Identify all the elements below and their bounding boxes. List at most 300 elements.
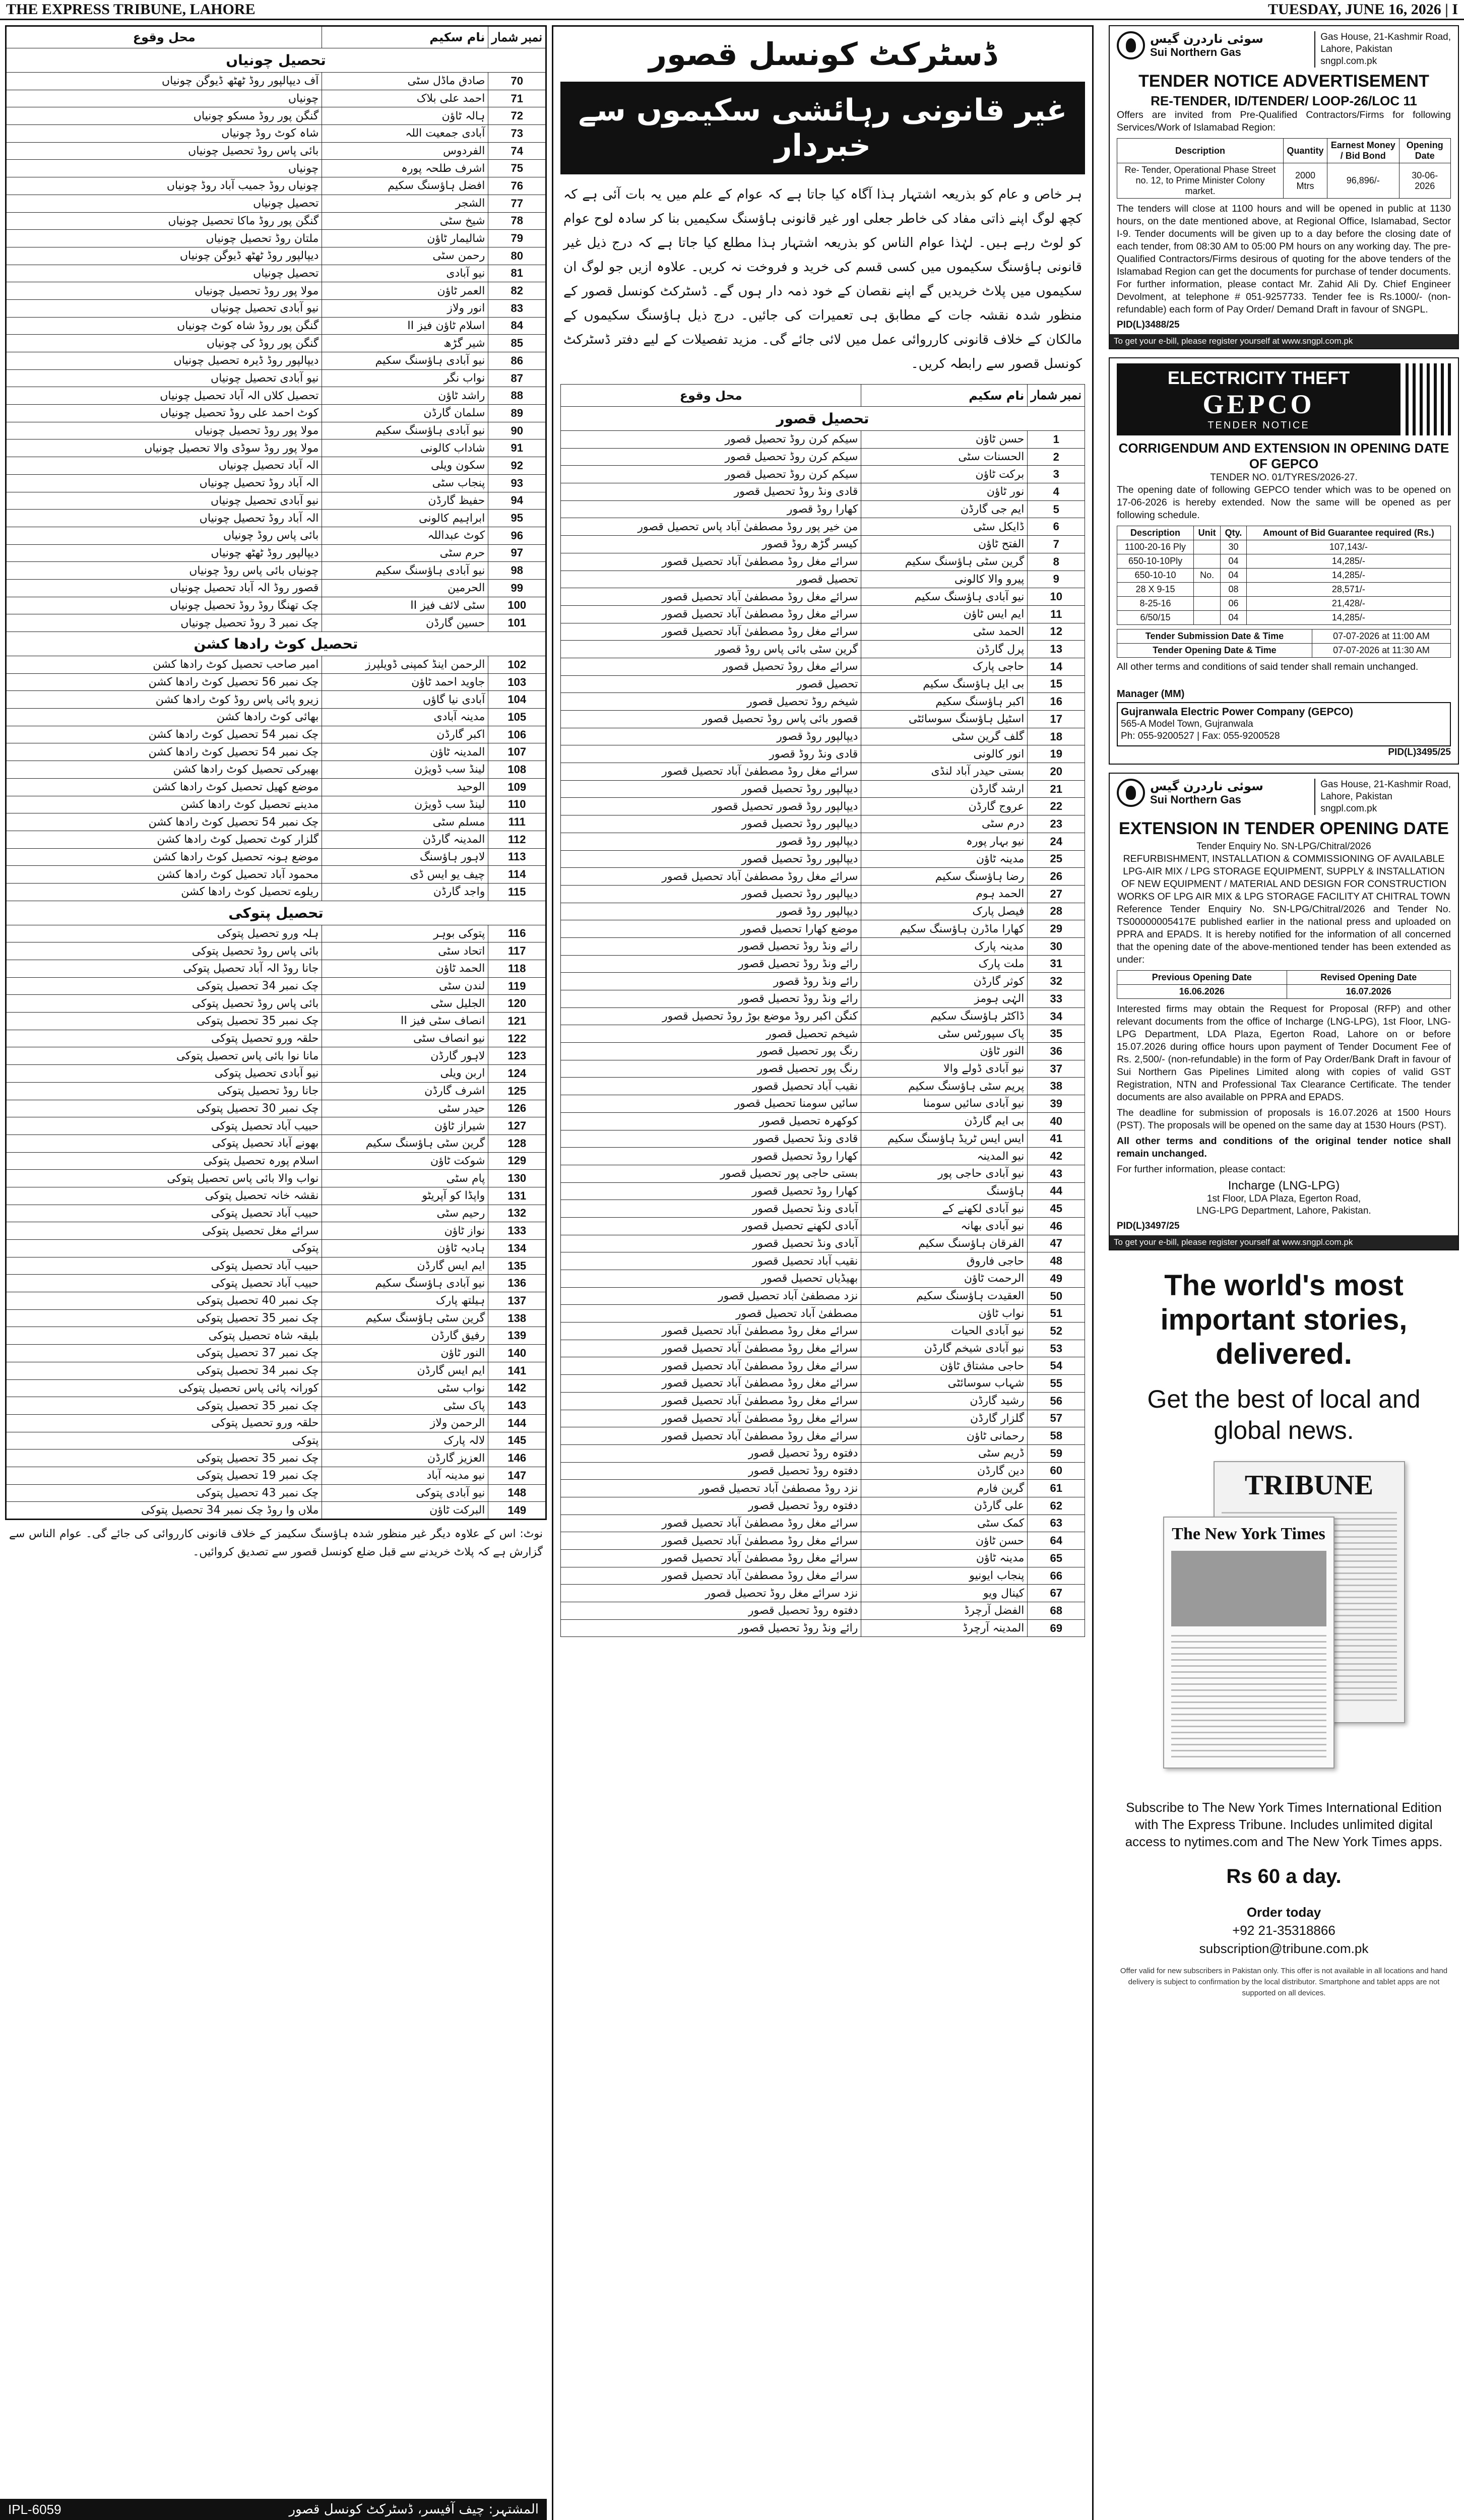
cell-scheme-name: مدینہ آبادی (322, 709, 488, 726)
cell-scheme-name: لاہور گارڈن (322, 1047, 488, 1065)
cell-location: سرائے مغل روڈ مصطفیٰ آباد تحصیل قصور (561, 623, 861, 641)
gepco-tagline: TENDER NOTICE (1207, 420, 1310, 431)
gepco-cell: 6/50/15 (1117, 611, 1194, 625)
table-row (6, 107, 546, 125)
section-title: تحصیل قصور (561, 407, 1085, 431)
table-row (6, 866, 546, 884)
cell-location: دیپالپور روڈ قصور (561, 903, 861, 920)
cell-scheme-name: حفیظ گارڈن (322, 492, 488, 510)
table-row (561, 798, 1085, 815)
cell-scheme-name: گرین سٹی ہاؤسنگ سکیم (861, 553, 1028, 571)
cell-serial: 30 (1028, 937, 1085, 955)
cell-serial: 118 (488, 960, 546, 978)
cell-scheme-name: رفیق گارڈن (322, 1327, 488, 1345)
cell-scheme-name: النور ٹاؤن (861, 1043, 1028, 1060)
cell-serial: 47 (1028, 1235, 1085, 1252)
contact-address: LNG-LPG Department, Lahore, Pakistan. (1196, 1206, 1371, 1216)
cell-serial: 120 (488, 995, 546, 1013)
table-row (6, 562, 546, 580)
table-row (6, 177, 546, 195)
cell-serial: 96 (488, 527, 546, 544)
cell-location: کھارا روڈ تحصیل قصور (561, 1148, 861, 1165)
cell-scheme-name: نیو آبادی ہاؤسنگ سکیم (322, 1275, 488, 1292)
cell-serial: 119 (488, 977, 546, 995)
notice-org: ڈسٹرکٹ کونسل قصور (649, 36, 997, 73)
table-row (561, 1235, 1085, 1252)
cell-location: سرائے مغل روڈ مصطفیٰ آباد تحصیل قصور (561, 763, 861, 781)
cell-location: چک نمبر 40 تحصیل پتوکی (6, 1292, 322, 1310)
table-row (6, 474, 546, 492)
cell-serial: 136 (488, 1275, 546, 1292)
cell-scheme-name: پرل گارڈن (861, 641, 1028, 658)
cell-scheme-name: نیو المدینہ (861, 1148, 1028, 1165)
cell-serial: 46 (1028, 1217, 1085, 1235)
table-body (6, 48, 546, 1520)
cell-scheme-name: چیف یو ایس ڈی (322, 866, 488, 884)
table-row (561, 1200, 1085, 1218)
table-row (561, 1217, 1085, 1235)
cell-serial: 51 (1028, 1305, 1085, 1322)
cell-serial: 39 (1028, 1095, 1085, 1113)
cell-scheme-name: المدینہ آرچرڈ (861, 1619, 1028, 1637)
cell-location: چک نمبر 43 تحصیل پتوکی (6, 1484, 322, 1502)
table-row (6, 1205, 546, 1222)
cell-serial: 101 (488, 614, 546, 632)
cell-location: بستی حاجی پور تحصیل قصور (561, 1165, 861, 1182)
table-row (561, 990, 1085, 1008)
col-description: Description (1117, 526, 1194, 540)
submission-label: Tender Submission Date & Time (1117, 629, 1312, 644)
cell-opening-date: 30-06-2026 (1399, 163, 1450, 199)
gepco-body: The opening date of following GEPCO tender which was to be opened on 17-06-2026 is hereby extended. Now the same will be opened as per following schedule. (1117, 484, 1451, 521)
table-row (1117, 611, 1451, 625)
cell-location: من خیر پور روڈ مصطفیٰ آباد پاس تحصیل قصور (561, 518, 861, 536)
cell-serial: 55 (1028, 1375, 1085, 1393)
ad-title: EXTENSION IN TENDER OPENING DATE (1119, 819, 1449, 838)
cell-location: چک تھنگا روڈ روڈ تحصیل چونیاں (6, 597, 322, 614)
cell-location: چک نمبر 35 تحصیل پتوکی (6, 1397, 322, 1415)
table-row (6, 1187, 546, 1205)
cell-scheme-name: حاجی پارک (861, 658, 1028, 675)
cell-location: بلیقہ شاہ تحصیل پتوکی (6, 1327, 322, 1345)
cell-location: آف دیپالپور روڈ ٹھٹھ ڈیوگن چونیاں (6, 73, 322, 90)
gepco-manager: Manager (MM) (1117, 688, 1185, 700)
table-row (6, 230, 546, 247)
footer-signer: المشتہر: چیف آفیسر، ڈسٹرکٹ کونسل قصور (289, 2502, 539, 2517)
table-row (6, 317, 546, 335)
cell-serial: 5 (1028, 500, 1085, 518)
cell-serial: 33 (1028, 990, 1085, 1008)
gepco-cell: 30 (1221, 540, 1247, 554)
table-row (6, 1292, 546, 1310)
table-row (561, 1532, 1085, 1550)
cell-scheme-name: الحرمین (322, 579, 488, 597)
cell-location: چک نمبر 54 تحصیل کوٹ رادھا کشن (6, 726, 322, 743)
ad-pid: PID(L)3488/25 (1117, 320, 1180, 330)
section-title: تحصیل پتوکی (6, 901, 546, 925)
cell-serial: 41 (1028, 1130, 1085, 1148)
masthead (0, 0, 1464, 20)
cell-location: مولا پور روڈ تحصیل چونیاں (6, 422, 322, 439)
cell-serial: 102 (488, 656, 546, 674)
cell-location: تحصیل چونیاں (6, 195, 322, 212)
cell-scheme-name: واجد گارڈن (322, 883, 488, 901)
cell-scheme-name: لینڈ سب ڈویژن (322, 761, 488, 779)
sngpl-name: Sui Northern Gas (1150, 793, 1241, 806)
table-row (6, 247, 546, 265)
cell-scheme-name: دین گارڈن (861, 1462, 1028, 1480)
cell-location: ملتان روڈ تحصیل چونیاں (6, 230, 322, 247)
cell-scheme-name: گرین سٹی ہاؤسنگ سکیم (322, 1309, 488, 1327)
cell-scheme-name: الہٰی ہومز (861, 990, 1028, 1008)
table-row (561, 1392, 1085, 1410)
cell-location: نیو آبادی تحصیل چونیاں (6, 299, 322, 317)
table-row (6, 1170, 546, 1187)
table-row (6, 1362, 546, 1379)
cell-scheme-name: نیو آبادی پتوکی (322, 1484, 488, 1502)
table-row (561, 937, 1085, 955)
gepco-cell: 04 (1221, 569, 1247, 583)
gepco-pid: PID(L)3495/25 (1388, 747, 1451, 758)
cell-serial: 44 (1028, 1182, 1085, 1200)
cell-location: تحصیل کلاں الہ آباد تحصیل چونیاں (6, 387, 322, 405)
masthead-paper: THE EXPRESS TRIBUNE, LAHORE (6, 1, 256, 18)
cell-location: جانا روڈ تحصیل پتوکی (6, 1082, 322, 1100)
contact-name: Incharge (LNG-LPG) (1228, 1179, 1340, 1192)
cell-serial: 89 (488, 405, 546, 422)
cell-serial: 27 (1028, 885, 1085, 903)
cell-scheme-name: مدینہ پارک (861, 937, 1028, 955)
cell-serial: 77 (488, 195, 546, 212)
sngpl-tender-ad (1109, 25, 1459, 349)
table-header-row (561, 385, 1085, 407)
cell-scheme-name: ہاؤسنگ (861, 1182, 1028, 1200)
cell-serial: 86 (488, 352, 546, 370)
cell-location: آبادی لکھنے تحصیل قصور (561, 1217, 861, 1235)
cell-location: سرائے مغل روڈ مصطفیٰ آباد تحصیل قصور (561, 1340, 861, 1357)
table-row (561, 1060, 1085, 1078)
cell-location: شیخم روڈ تحصیل قصور (561, 693, 861, 711)
electric-pole-icon (1406, 363, 1451, 435)
col-bid-guarantee: Amount of Bid Guarantee required (Rs.) (1246, 526, 1450, 540)
cell-serial: 78 (488, 212, 546, 230)
cell-location: نواب والا بائی پاس تحصیل پتوکی (6, 1170, 322, 1187)
table-row (561, 448, 1085, 466)
table-row (561, 1112, 1085, 1130)
opening-value: 07-07-2026 at 11:30 AM (1312, 644, 1450, 658)
cell-location: ہلہ ورو تحصیل پتوکی (6, 925, 322, 942)
cell-serial: 45 (1028, 1200, 1085, 1218)
table-row (6, 673, 546, 691)
header-location: محل وقوع (6, 26, 322, 48)
cell-serial: 56 (1028, 1392, 1085, 1410)
cell-serial: 20 (1028, 763, 1085, 781)
cell-location: مولا پور روڈ سوڈی والا تحصیل چونیاں (6, 439, 322, 457)
cell-serial: 115 (488, 883, 546, 901)
cell-location: مولا پور روڈ تحصیل چونیاں (6, 282, 322, 300)
cell-scheme-name: الرحمن اینڈ کمپنی ڈویلپرز (322, 656, 488, 674)
cell-scheme-name: افضل ہاؤسنگ سکیم (322, 177, 488, 195)
promo-price: Rs 60 a day. (1226, 1865, 1342, 1887)
table-row (6, 527, 546, 544)
cell-location: سیکم کرن روڈ تحصیل قصور (561, 448, 861, 466)
cell-location: سیکم کرن روڈ تحصیل قصور (561, 466, 861, 483)
table-row (6, 422, 546, 439)
cell-location: دیپالپور روڈ تحصیل قصور (561, 815, 861, 833)
notice-body: ہر خاص و عام کو بذریعہ اشتہار ہذا آگاہ کیا جاتا ہے کہ عوام کے علم میں یہ بات آئی ہے کہ کچھ لوگ اپنے ذاتی مفاد کی خاطر جعلی اور غیر قانونی ہاؤسنگ سکیمیں بنا کر سادہ لوح عوام کو لوٹ رہے ہیں۔ لہٰذا عوام الناس کو بذریعہ اشتہار ہذا مطلع کیا جاتا ہے کہ درج ذیل غیر قانونی ہاؤسنگ سکیموں میں کسی قسم کی خرید و فروخت نہ کریں۔ علاوہ ازیں جو لوگ ان سکیموں میں پلاٹ خریدیں گے اپنے نقصان کے خود ذمہ دار ہوں گے۔ ڈسٹرکٹ کونسل قصور کے منظور شدہ نقشہ جات کے مطابق ہی تعمیرات کی جائیں۔ درج ذیل ہاؤسنگ سکیموں کے مالکان کے خلاف قانونی کارروائی عمل میں لائی جائے گی۔ مزید تفصیلات کے لیے دفتر ڈسٹرکٹ کونسل قصور سے رابطہ کریں۔ (563, 187, 1082, 371)
ad-body-2: Reference Tender Enquiry No. SN-LPG/Chitral/2026 and Tender No. TS00000005417E published earlier in the national press and uploaded on PPRA and EPADS. It is hereby notified for the information of all concerned that the opening date of the above-mentioned tender has been extended as under: (1117, 904, 1451, 965)
cell-serial: 13 (1028, 641, 1085, 658)
gepco-logo: GEPCO (1202, 389, 1315, 419)
table-row (1117, 583, 1451, 597)
cell-earnest-money: 96,896/- (1327, 163, 1399, 199)
scheme-table-continued (5, 25, 547, 2520)
cell-location: دیپالپور روڈ تحصیل قصور (561, 850, 861, 868)
col-qty: Qty. (1221, 526, 1247, 540)
cell-serial: 21 (1028, 780, 1085, 798)
table-row (561, 1619, 1085, 1637)
table-row (561, 466, 1085, 483)
cell-location: چک نمبر 3 روڈ تحصیل چونیاں (6, 614, 322, 632)
cell-location: حلقہ ورو تحصیل پتوکی (6, 1414, 322, 1432)
cell-serial: 43 (1028, 1165, 1085, 1182)
ad-body: The tenders will close at 1100 hours and will be opened in public at 1130 hours, on the date mentioned above, at Regional Office, Islamabad, Sector I-9. Tender documents will be given up to a day before the closing date of each tender, from 08:30 AM to 05:00 PM hours on any working day. The pre-Qualified Contractors/Firms desirous of quoting for the above tenders of the Islamabad Region can get the documents for purchase of tender documents. For further information, please contact Mr. Zahid Ali Dy. Chief Engineer Devolment, at telephone # 051-9257733. Tender fee is Rs.1000/- (non-refundable) each form of Pay Order/ Demand Draft in favour of SNGPL. (1117, 203, 1451, 315)
table-row (6, 1100, 546, 1117)
cell-serial: 125 (488, 1082, 546, 1100)
cell-serial: 73 (488, 125, 546, 143)
section-row (561, 407, 1085, 431)
col-description: Description (1117, 139, 1284, 163)
gepco-title: CORRIGENDUM AND EXTENSION IN OPENING DATE OF GEPCO (1118, 440, 1449, 471)
table-row (6, 90, 546, 107)
cell-scheme-name: گلف گرین سٹی (861, 728, 1028, 745)
cell-scheme-name: درم سٹی (861, 815, 1028, 833)
cell-scheme-name: ایم ایس ٹاؤن (861, 605, 1028, 623)
cell-scheme-name: الجلیل سٹی (322, 995, 488, 1013)
table-row (561, 1252, 1085, 1270)
cell-scheme-name: پیرو والا کالونی (861, 571, 1028, 588)
cell-serial: 110 (488, 796, 546, 813)
cell-scheme-name: نیو آبادی بھانہ (861, 1217, 1028, 1235)
cell-location: سرائے مغل روڈ مصطفیٰ آباد تحصیل قصور (561, 1567, 861, 1585)
table-row (561, 850, 1085, 868)
cell-location: سرائے مغل روڈ مصطفیٰ آباد تحصیل قصور (561, 1515, 861, 1532)
table-row (6, 510, 546, 527)
cell-serial: 109 (488, 778, 546, 796)
cell-location: بھیڈیاں تحصیل قصور (561, 1270, 861, 1288)
table-row (6, 1240, 546, 1257)
cell-serial: 146 (488, 1450, 546, 1467)
cell-serial: 98 (488, 562, 546, 580)
gepco-company: Gujranwala Electric Power Company (GEPCO) (1121, 706, 1353, 718)
table-row (561, 885, 1085, 903)
cell-serial: 57 (1028, 1410, 1085, 1427)
cell-scheme-name: نیو آبادی ڈولے والا (861, 1060, 1028, 1078)
order-email[interactable]: subscription@tribune.com.pk (1199, 1941, 1369, 1956)
section-title: تحصیل کوٹ رادھا کشن (6, 632, 546, 656)
cell-scheme-name: المدینہ ٹاؤن (322, 743, 488, 761)
gepco-cell (1194, 583, 1221, 597)
cell-scheme-name: اسٹیل ہاؤسنگ سوسائٹی (861, 711, 1028, 728)
cell-location: رائے ونڈ روڈ تحصیل قصور (561, 955, 861, 973)
cell-location: نیو آبادی تحصیل چونیاں (6, 492, 322, 510)
cell-scheme-name: فیصل پارک (861, 903, 1028, 920)
table-note: نوٹ: اس کے علاوہ دیگر غیر منظور شدہ ہاؤسنگ سکیمز کے خلاف قانونی کارروائی کی جائے گی۔ عوام الناس سے گزارش ہے کہ پلاٹ خریدنے سے قبل ضلع کونسل قصور سے تصدیق کروائیں۔ (9, 1528, 543, 1558)
cell-serial: 83 (488, 299, 546, 317)
table-row (561, 1007, 1085, 1025)
contact-address: 1st Floor, LDA Plaza, Egerton Road, (1206, 1193, 1361, 1204)
cell-location: نزد سرائے مغل روڈ تحصیل قصور (561, 1585, 861, 1602)
order-phone[interactable]: +92 21-35318866 (1232, 1923, 1335, 1938)
cell-location: گنگن پور روڈ شاہ کوٹ چونیاں (6, 317, 322, 335)
table-row (6, 1309, 546, 1327)
district-council-notice (552, 25, 1094, 2520)
table-body (561, 407, 1085, 1637)
cell-location: الہ آباد روڈ تحصیل چونیاں (6, 510, 322, 527)
promo-subheadline: Get the best of local and global news. (1147, 1385, 1421, 1444)
promo-fine-print: Offer valid for new subscribers in Pakistan only. This offer is not available in all locations and hand delivery is subject to confirmation by the local distributor. Smartphone and tablet apps are not supported on all devices. (1120, 1967, 1448, 1997)
col-earnest-money: Earnest Money / Bid Bond (1327, 139, 1399, 163)
table-row (561, 588, 1085, 606)
cell-serial: 85 (488, 335, 546, 352)
cell-location: دیپالپور روڈ ڈیرہ تحصیل چونیاں (6, 352, 322, 370)
cell-scheme-name: بی ایم گارڈن (861, 1112, 1028, 1130)
cell-serial: 59 (1028, 1444, 1085, 1462)
cell-location: چک نمبر 30 تحصیل پتوکی (6, 1100, 322, 1117)
cell-scheme-name: المدینہ گارڈن (322, 831, 488, 848)
cell-scheme-name: آبادی جمعیت اللہ (322, 125, 488, 143)
cell-scheme-name: انور کالونی (861, 745, 1028, 763)
cell-scheme-name: العمر ٹاؤن (322, 282, 488, 300)
cell-serial: 82 (488, 282, 546, 300)
cell-scheme-name: علی گارڈن (861, 1497, 1028, 1515)
cell-serial: 7 (1028, 536, 1085, 553)
cell-location: چونیاں بائی پاس روڈ چونیاں (6, 562, 322, 580)
cell-scheme-name: سلمان گارڈن (322, 405, 488, 422)
gepco-cell: No. (1194, 569, 1221, 583)
table-row (6, 1222, 546, 1240)
cell-serial: 131 (488, 1187, 546, 1205)
table-row (561, 1287, 1085, 1305)
cell-serial: 61 (1028, 1480, 1085, 1497)
cell-scheme-name: حرم سٹی (322, 544, 488, 562)
cell-scheme-name: ہیلتھ پارک (322, 1292, 488, 1310)
cell-scheme-name: مدینہ ٹاؤن (861, 1550, 1028, 1567)
cell-scheme-name: شہاب سوسائٹی (861, 1375, 1028, 1393)
promo-text: Subscribe to The New York Times International Edition with The Express Tribune. Includes unlimited digital access to nytimes.com and The New York Times apps. (1125, 1800, 1443, 1849)
cell-location: حلقہ ورو تحصیل پتوکی (6, 1030, 322, 1047)
gepco-cell: 14,285/- (1246, 554, 1450, 569)
sngpl-logo-icon (1117, 31, 1145, 59)
table-row (6, 1047, 546, 1065)
cell-serial: 9 (1028, 571, 1085, 588)
table-row (6, 387, 546, 405)
cell-location: چک نمبر 37 تحصیل پتوکی (6, 1345, 322, 1362)
cell-scheme-name: نیو مدینہ آباد (322, 1467, 488, 1484)
cell-scheme-name: آبادی نیا گاؤں (322, 691, 488, 709)
cell-location: تحصیل قصور (561, 571, 861, 588)
section-row (6, 48, 546, 73)
table-row (561, 1497, 1085, 1515)
masthead-date: TUESDAY, JUNE 16, 2026 | I (1268, 1, 1458, 18)
footer-code: IPL-6059 (8, 2501, 61, 2517)
cell-location: الہ آباد تحصیل چونیاں (6, 457, 322, 475)
sngpl-urdu-name: سوئی ناردرن گیس (1150, 32, 1263, 46)
sngpl-tender-table (1117, 138, 1451, 199)
cell-location: رائے ونڈ روڈ تحصیل قصور (561, 990, 861, 1008)
cell-serial: 40 (1028, 1112, 1085, 1130)
cell-serial: 108 (488, 761, 546, 779)
cell-location: حبیب آباد تحصیل پتوکی (6, 1275, 322, 1292)
table-row (6, 579, 546, 597)
cell-scheme-name: نیو آبادی ہاؤسنگ سکیم (861, 588, 1028, 606)
table-row (561, 431, 1085, 449)
cell-location: قصور بائی پاس روڈ تحصیل قصور (561, 711, 861, 728)
col-previous-date: Previous Opening Date (1117, 971, 1287, 985)
table-row (6, 1065, 546, 1083)
cell-scheme-name: راشد ٹاؤن (322, 387, 488, 405)
cell-scheme-name: نیو آبادی ہاؤسنگ سکیم (322, 352, 488, 370)
cell-scheme-name: نیو آبادی حاجی پور (861, 1165, 1028, 1182)
cell-scheme-name: ہادیہ ٹاؤن (322, 1240, 488, 1257)
table-row (6, 691, 546, 709)
cell-serial: 3 (1028, 466, 1085, 483)
cell-serial: 26 (1028, 868, 1085, 886)
table-row (561, 728, 1085, 745)
cell-serial: 22 (1028, 798, 1085, 815)
cell-scheme-name: رحیم سٹی (322, 1205, 488, 1222)
table-row (6, 335, 546, 352)
cell-location: آبادی ونڈ تحصیل قصور (561, 1200, 861, 1218)
cell-location: چک نمبر 35 تحصیل پتوکی (6, 1309, 322, 1327)
ads-column (1109, 25, 1459, 2520)
cell-scheme-name: پاک سپورٹس سٹی (861, 1025, 1028, 1043)
cell-serial: 92 (488, 457, 546, 475)
table-row (6, 813, 546, 831)
cell-scheme-name: العقیدت ہاؤسنگ سکیم (861, 1287, 1028, 1305)
cell-serial: 88 (488, 387, 546, 405)
cell-scheme-name: ابراہیم کالونی (322, 510, 488, 527)
cell-scheme-name: اشرف گارڈن (322, 1082, 488, 1100)
cell-scheme-name: ایم جی گارڈن (861, 500, 1028, 518)
cell-location: کوٹ احمد علی روڈ تحصیل چونیاں (6, 405, 322, 422)
cell-scheme-name: ڈاکٹر ہاؤسنگ سکیم (861, 1007, 1028, 1025)
cell-serial: 100 (488, 597, 546, 614)
cell-location: موضع کھیل تحصیل کوٹ رادھا کشن (6, 778, 322, 796)
table-row (561, 833, 1085, 850)
cell-serial: 48 (1028, 1252, 1085, 1270)
cell-scheme-name: سکون ویلی (322, 457, 488, 475)
cell-serial: 64 (1028, 1532, 1085, 1550)
cell-serial: 90 (488, 422, 546, 439)
cell-location: حبیب آباد تحصیل پتوکی (6, 1117, 322, 1135)
cell-location: نزد مصطفیٰ آباد تحصیل قصور (561, 1287, 861, 1305)
order-label: Order today (1246, 1905, 1321, 1920)
gepco-cell: 28 X 9-15 (1117, 583, 1194, 597)
cell-location: اسلام پورہ تحصیل پتوکی (6, 1152, 322, 1170)
cell-location: چک نمبر 34 تحصیل پتوکی (6, 977, 322, 995)
cell-scheme-name: ہالہ ٹاؤن (322, 107, 488, 125)
cell-serial: 58 (1028, 1427, 1085, 1445)
table-row (6, 439, 546, 457)
cell-location: شیخم تحصیل قصور (561, 1025, 861, 1043)
table-row (561, 1567, 1085, 1585)
cell-serial: 79 (488, 230, 546, 247)
cell-location: آبادی ونڈ تحصیل قصور (561, 1235, 861, 1252)
cell-serial: 145 (488, 1432, 546, 1450)
section-row (6, 901, 546, 925)
cell-scheme-name: ایس ایس ٹریڈ ہاؤسنگ سکیم (861, 1130, 1028, 1148)
